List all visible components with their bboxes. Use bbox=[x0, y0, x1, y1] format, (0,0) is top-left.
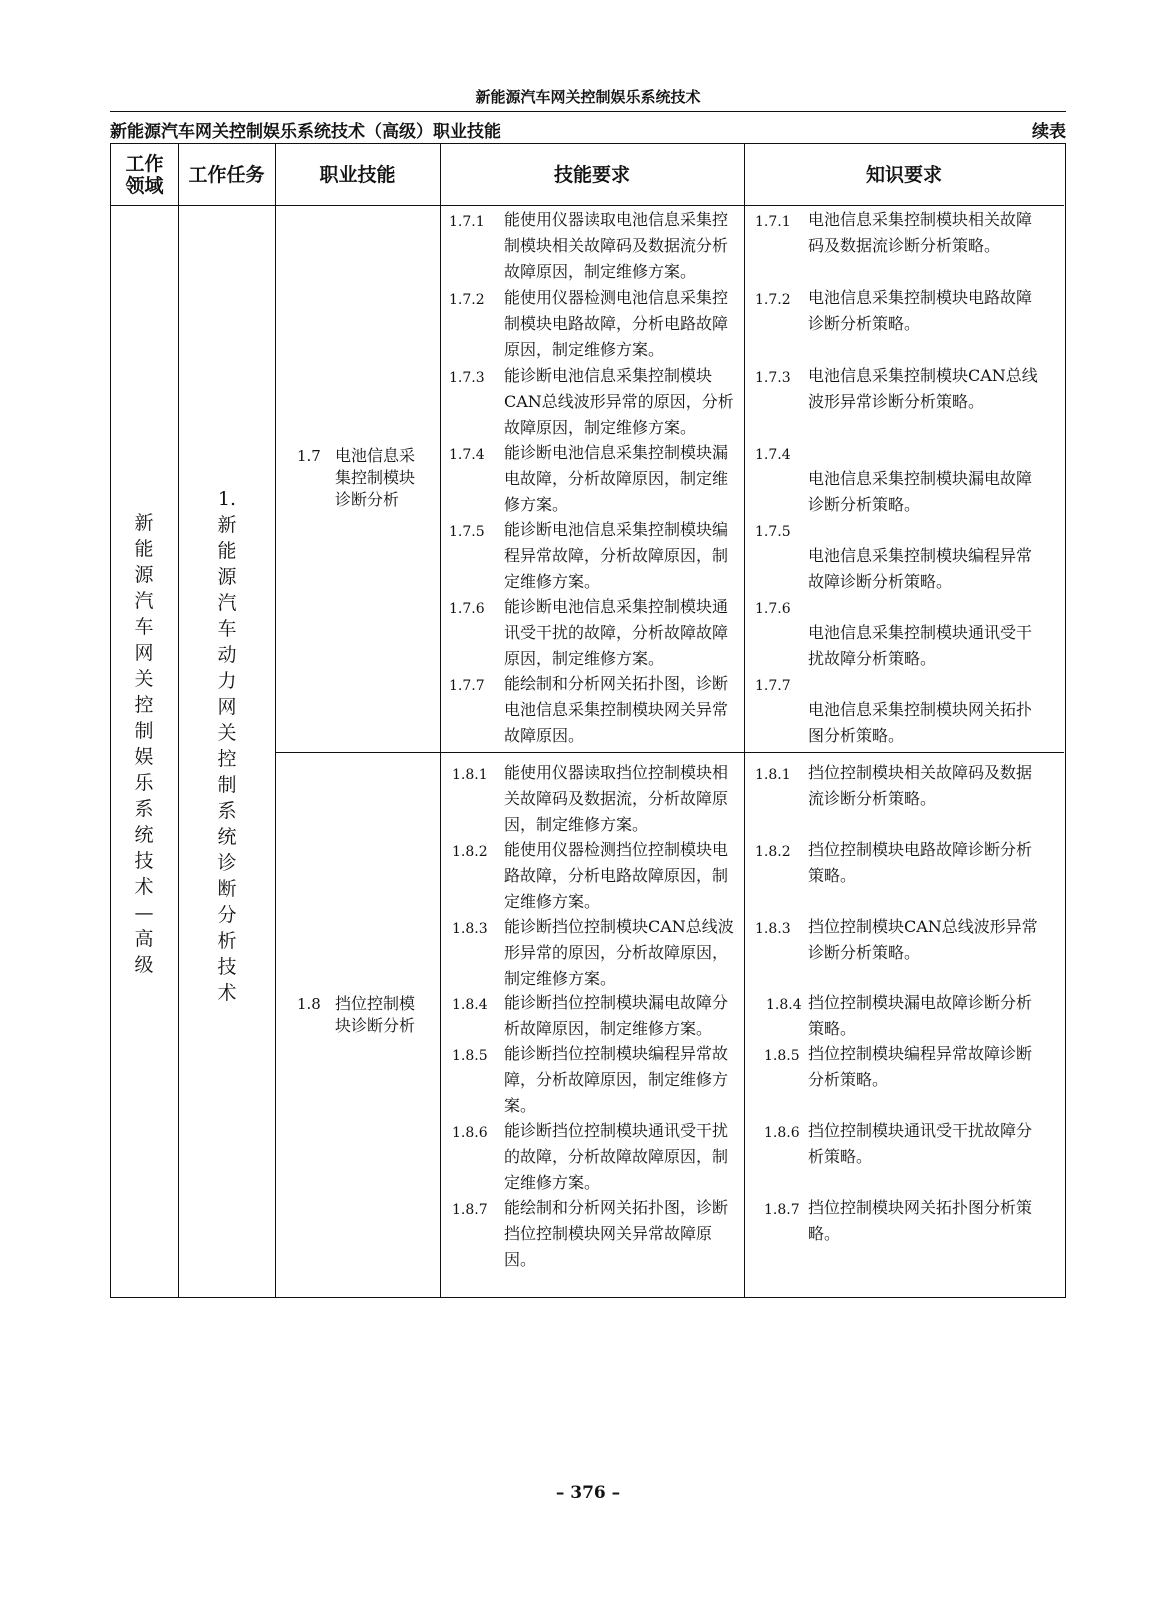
work-task-cell: 1.新能源汽车动力网关控制系统诊断分析技术 bbox=[217, 488, 237, 1004]
skill-item-text: 能诊断电池信息采集控制模块漏电故障，分析故障原因，制定维修方案。 bbox=[504, 443, 729, 514]
knowledge-item-number: 1.7.3 bbox=[755, 370, 791, 386]
knowledge-item-number: 1.8.3 bbox=[755, 921, 791, 937]
knowledge-item-number: 1.7.1 bbox=[755, 214, 791, 230]
knowledge-item-number: 1.8.2 bbox=[755, 844, 791, 860]
header-work-domain: 工作 领域 bbox=[125, 153, 164, 197]
doc-title: 新能源汽车网关控制娱乐系统技术（高级）职业技能 bbox=[110, 122, 501, 142]
skill-item-text: 能绘制和分析网关拓扑图，诊断挡位控制模块网关异常故障原因。 bbox=[504, 1198, 729, 1269]
column-divider bbox=[275, 144, 276, 1297]
skill-item-text: 能使用仪器读取电池信息采集控制模块相关故障码及数据流分析故障原因，制定维修方案。 bbox=[504, 210, 729, 281]
skill-item-text: 能诊断挡位控制模块通讯受干扰的故障，分析故障故障原因，制定维修方案。 bbox=[504, 1121, 729, 1192]
knowledge-item-number: 1.7.2 bbox=[755, 292, 791, 308]
knowledge-item-text: 电池信息采集控制模块相关故障码及数据流诊断分析策略。 bbox=[808, 210, 1033, 255]
skill-item-number: 1.8.2 bbox=[452, 844, 488, 860]
knowledge-item-text: 电池信息采集控制模块CAN总线波形异常诊断分析策略。 bbox=[808, 366, 1038, 411]
skill-item-number: 1.7.4 bbox=[449, 447, 485, 463]
skill-item-number: 1.8.4 bbox=[452, 997, 488, 1013]
header-work-task: 工作任务 bbox=[188, 164, 265, 186]
knowledge-item-text: 挡位控制模块CAN总线波形异常诊断分析策略。 bbox=[808, 917, 1038, 962]
knowledge-item-number: 1.8.1 bbox=[755, 767, 791, 783]
skill-item-number: 1.7.7 bbox=[449, 678, 485, 694]
knowledge-item-number: 1.7.7 bbox=[755, 678, 791, 694]
skill-item-number: 1.7.2 bbox=[449, 292, 485, 308]
knowledge-item-text: 电池信息采集控制模块通讯受干扰故障分析策略。 bbox=[808, 623, 1033, 668]
skill-item-number: 1.8.5 bbox=[452, 1048, 488, 1064]
skill-item-number: 1.8.3 bbox=[452, 921, 488, 937]
knowledge-item-text: 挡位控制模块编程异常故障诊断分析策略。 bbox=[808, 1044, 1033, 1089]
skill-item-number: 1.8.1 bbox=[452, 767, 488, 783]
column-divider bbox=[744, 144, 745, 1297]
knowledge-item-text: 电池信息采集控制模块网关拓扑图分析策略。 bbox=[808, 700, 1033, 745]
skill-item-number: 1.8.7 bbox=[452, 1202, 488, 1218]
skill-item-text: 能诊断电池信息采集控制模块编程异常故障，分析故障原因，制定维修方案。 bbox=[504, 520, 729, 591]
knowledge-item-text: 挡位控制模块漏电故障诊断分析策略。 bbox=[808, 993, 1033, 1038]
skill-item-number: 1.8.6 bbox=[452, 1125, 488, 1141]
header-skill-requirement: 技能要求 bbox=[553, 164, 630, 186]
knowledge-item-text: 电池信息采集控制模块漏电故障诊断分析策略。 bbox=[808, 469, 1033, 514]
knowledge-item-text: 挡位控制模块网关拓扑图分析策略。 bbox=[808, 1198, 1033, 1243]
skill-item-text: 能诊断挡位控制模块CAN总线波形异常的原因，分析故障原因，制定维修方案。 bbox=[504, 917, 734, 988]
knowledge-item-number: 1.7.4 bbox=[755, 447, 791, 463]
skill-item-number: 1.7.6 bbox=[449, 601, 485, 617]
knowledge-item-number: 1.8.7 bbox=[764, 1202, 800, 1218]
knowledge-item-number: 1.8.6 bbox=[764, 1125, 800, 1141]
knowledge-item-text: 电池信息采集控制模块电路故障诊断分析策略。 bbox=[808, 288, 1033, 333]
section-divider bbox=[275, 752, 1064, 753]
header-knowledge-requirement: 知识要求 bbox=[865, 164, 942, 186]
skill-item-text: 能诊断挡位控制模块编程异常故障，分析故障原因，制定维修方案。 bbox=[504, 1044, 729, 1115]
knowledge-item-text: 挡位控制模块相关故障码及数据流诊断分析策略。 bbox=[808, 763, 1033, 808]
knowledge-item-text: 电池信息采集控制模块编程异常故障诊断分析策略。 bbox=[808, 546, 1033, 591]
skill-number: 1.8 bbox=[297, 995, 321, 1013]
skill-item-number: 1.7.5 bbox=[449, 524, 485, 540]
skills-table bbox=[110, 143, 1066, 1298]
skill-item-number: 1.7.1 bbox=[449, 214, 485, 230]
skill-item-text: 能诊断电池信息采集控制模块CAN总线波形异常的原因，分析故障原因，制定维修方案。 bbox=[504, 366, 734, 437]
header-vocational-skill: 职业技能 bbox=[319, 164, 396, 186]
knowledge-item-number: 1.7.5 bbox=[755, 524, 791, 540]
skill-item-number: 1.7.3 bbox=[449, 370, 485, 386]
skill-number: 1.7 bbox=[297, 447, 321, 465]
knowledge-item-number: 1.8.4 bbox=[766, 997, 802, 1013]
knowledge-item-number: 1.7.6 bbox=[755, 601, 791, 617]
knowledge-item-text: 挡位控制模块通讯受干扰故障分析策略。 bbox=[808, 1121, 1033, 1166]
column-divider bbox=[440, 144, 441, 1297]
page-number: – 376 – bbox=[555, 1483, 621, 1503]
column-divider bbox=[178, 144, 179, 1297]
knowledge-item-number: 1.8.5 bbox=[764, 1048, 800, 1064]
skill-item-text: 能使用仪器读取挡位控制模块相关故障码及数据流，分析故障原因，制定维修方案。 bbox=[504, 763, 729, 834]
work-domain-cell: 新能源汽车网关控制娱乐系统技术—高级 bbox=[134, 512, 154, 976]
skill-name: 电池信息采集控制模块诊断分析 bbox=[335, 446, 416, 509]
skill-item-text: 能诊断挡位控制模块漏电故障分析故障原因，制定维修方案。 bbox=[504, 993, 729, 1038]
skill-item-text: 能使用仪器检测电池信息采集控制模块电路故障，分析电路故障原因，制定维修方案。 bbox=[504, 288, 729, 359]
skill-name: 挡位控制模块诊断分析 bbox=[335, 994, 416, 1035]
running-header: 新能源汽车网关控制娱乐系统技术 bbox=[475, 88, 701, 106]
skill-item-text: 能使用仪器检测挡位控制模块电路故障，分析电路故障原因，制定维修方案。 bbox=[504, 840, 729, 911]
continued-label: 续表 bbox=[1032, 122, 1066, 142]
skill-item-text: 能绘制和分析网关拓扑图，诊断电池信息采集控制模块网关异常故障原因。 bbox=[504, 674, 729, 745]
skill-item-text: 能诊断电池信息采集控制模块通讯受干扰的故障，分析故障故障原因，制定维修方案。 bbox=[504, 597, 729, 668]
knowledge-item-text: 挡位控制模块电路故障诊断分析策略。 bbox=[808, 840, 1033, 885]
header-rule bbox=[110, 111, 1066, 112]
